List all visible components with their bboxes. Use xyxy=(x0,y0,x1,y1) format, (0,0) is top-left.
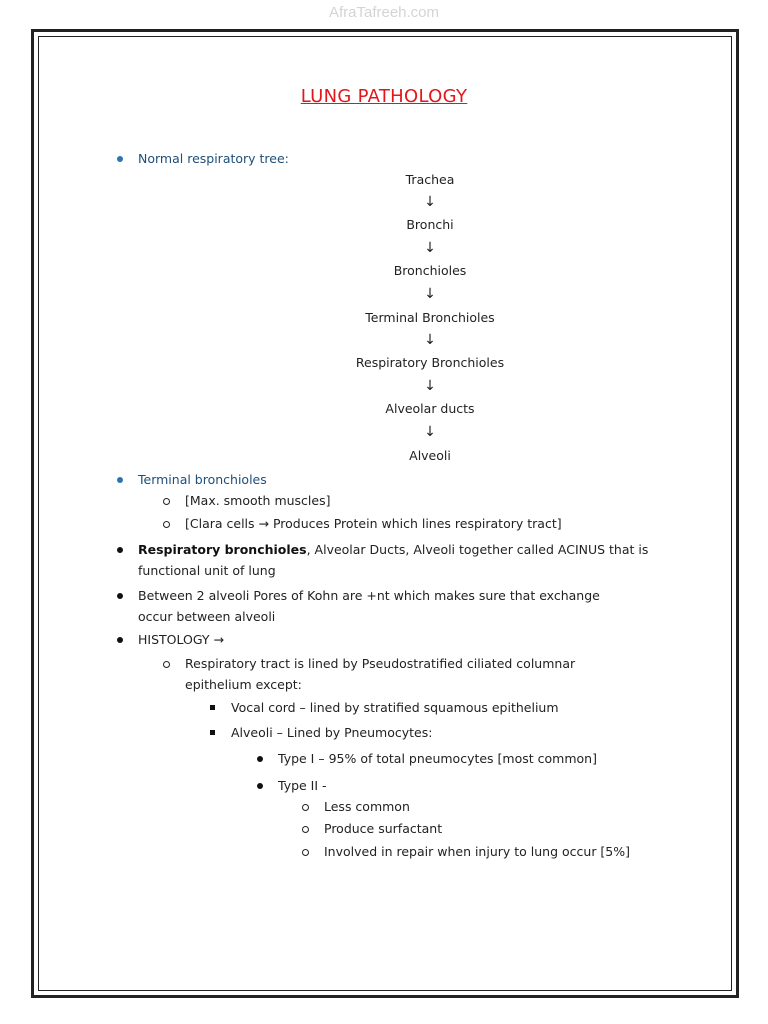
type-ii-item-repair: Involved in repair when injury to lung occur [5%] xyxy=(324,844,631,859)
respiratory-bronchioles-term: Respiratory bronchioles xyxy=(138,542,307,557)
square-bullet-icon xyxy=(210,730,215,735)
down-arrow-icon: ↓ xyxy=(424,286,436,302)
down-arrow-icon: ↓ xyxy=(424,378,436,394)
bullet-icon xyxy=(257,756,263,762)
normal-tree-heading: Normal respiratory tree: xyxy=(138,151,289,166)
circle-bullet-icon xyxy=(163,498,170,505)
terminal-bronchioles-heading: Terminal bronchioles xyxy=(138,472,267,487)
histology-lining-line1: Respiratory tract is lined by Pseudostratified ciliated columnar xyxy=(185,656,576,671)
down-arrow-icon: ↓ xyxy=(424,240,436,256)
circle-bullet-icon xyxy=(163,661,170,668)
tree-step-bronchi: Bronchi xyxy=(406,217,454,232)
type-i-pneumocyte: Type I – 95% of total pneumocytes [most common] xyxy=(278,751,597,766)
tree-step-bronchioles: Bronchioles xyxy=(393,263,467,278)
terminal-item-smooth-muscles: [Max. smooth muscles] xyxy=(185,493,331,508)
type-ii-item-surfactant: Produce surfactant xyxy=(324,821,443,836)
alveoli-item: Alveoli – Lined by Pneumocytes: xyxy=(231,725,433,740)
bullet-icon xyxy=(257,783,263,789)
bullet-icon xyxy=(117,637,123,643)
bullet-icon xyxy=(117,477,123,483)
tree-step-alveolar-ducts: Alveolar ducts xyxy=(385,401,475,416)
down-arrow-icon: ↓ xyxy=(424,424,436,440)
page-title: LUNG PATHOLOGY xyxy=(300,86,468,107)
respiratory-bronchioles-line xyxy=(138,542,648,557)
circle-bullet-icon xyxy=(302,849,309,856)
type-ii-pneumocyte: Type II - xyxy=(278,778,327,793)
tree-step-trachea: Trachea xyxy=(405,172,455,187)
down-arrow-icon: ↓ xyxy=(424,194,436,210)
pores-of-kohn-line1: Between 2 alveoli Pores of Kohn are +nt which makes sure that exchange xyxy=(138,588,600,603)
circle-bullet-icon xyxy=(302,826,309,833)
tree-step-alveoli: Alveoli xyxy=(409,448,451,463)
circle-bullet-icon xyxy=(302,804,309,811)
histology-lining-line2: epithelium except: xyxy=(185,677,302,692)
terminal-item-clara-cells: [Clara cells → Produces Protein which lines respiratory tract] xyxy=(185,516,562,531)
vocal-cord-item: Vocal cord – lined by stratified squamous epithelium xyxy=(231,700,559,715)
histology-heading: HISTOLOGY → xyxy=(138,632,224,647)
circle-bullet-icon xyxy=(163,521,170,528)
square-bullet-icon xyxy=(210,705,215,710)
bullet-icon xyxy=(117,156,123,162)
bullet-icon xyxy=(117,547,123,553)
type-ii-item-less-common: Less common xyxy=(324,799,410,814)
bullet-icon xyxy=(117,593,123,599)
tree-step-terminal-bronchioles: Terminal Bronchioles xyxy=(365,310,495,325)
tree-step-respiratory-bronchioles: Respiratory Bronchioles xyxy=(355,355,505,370)
acinus-description-line2: functional unit of lung xyxy=(138,563,276,578)
pores-of-kohn-line2: occur between alveoli xyxy=(138,609,276,624)
watermark: AfraTafreeh.com xyxy=(328,4,440,21)
acinus-description: , Alveolar Ducts, Alveoli together called ACINUS that is xyxy=(306,542,649,557)
down-arrow-icon: ↓ xyxy=(424,332,436,348)
